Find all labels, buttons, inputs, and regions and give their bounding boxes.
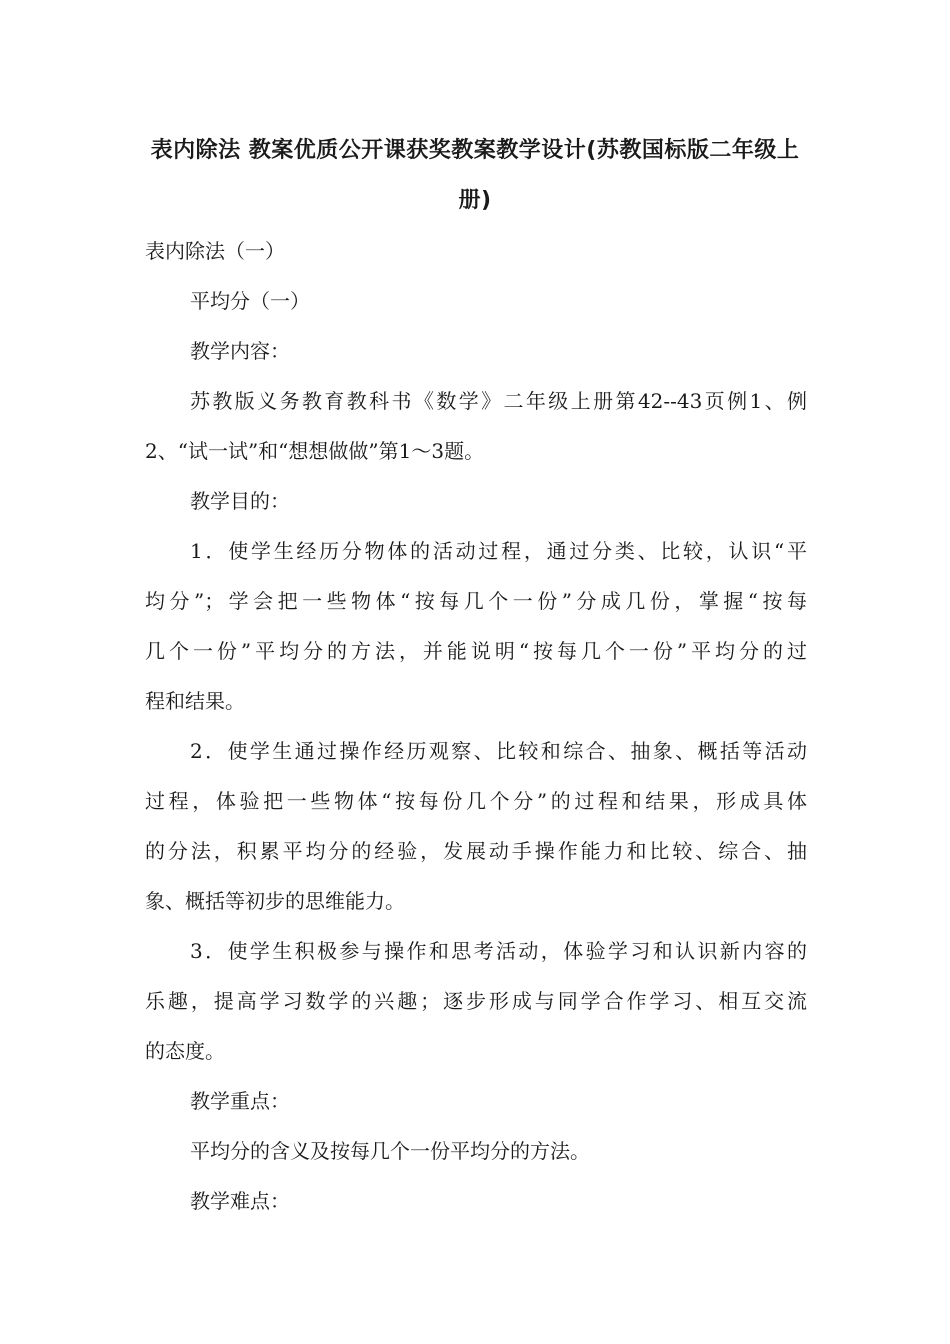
section-heading: 表内除法（一）: [145, 239, 285, 263]
paragraph-line: 均分”；学会把一些物体“按每几个一份”分成几份，掌握“按每: [145, 589, 807, 613]
paragraph-line: 2．使学生通过操作经历观察、比较和综合、抽象、概括等活动: [190, 739, 807, 763]
paragraph-line: 的分法，积累平均分的经验，发展动手操作能力和比较、综合、抽: [145, 839, 807, 863]
teaching-content-heading: 教学内容：: [190, 339, 290, 363]
paragraph-line: 2、“试一试”和“想想做做”第1～3题。: [145, 439, 485, 463]
teaching-difficulty-heading: 教学难点：: [190, 1189, 290, 1213]
paragraph-line: 3．使学生积极参与操作和思考活动，体验学习和认识新内容的: [190, 939, 807, 963]
paragraph-line: 程和结果。: [145, 689, 245, 713]
paragraph-line: 苏教版义务教育教科书《数学》二年级上册第42--43页例1、例: [190, 389, 807, 413]
paragraph-line: 过程，体验把一些物体“按每份几个分”的过程和结果，形成具体: [145, 789, 807, 813]
paragraph-line: 的态度。: [145, 1039, 225, 1063]
lesson-subheading: 平均分（一）: [190, 289, 310, 313]
paragraph-line: 象、概括等初步的思维能力。: [145, 889, 405, 913]
document-title-line-1: 表内除法 教案优质公开课获奖教案教学设计(苏教国标版二年级上: [150, 138, 800, 163]
teaching-goals-heading: 教学目的：: [190, 489, 290, 513]
document-title-line-2: 册): [458, 188, 492, 213]
teaching-focus-heading: 教学重点：: [190, 1089, 290, 1113]
paragraph-line: 乐趣，提高学习数学的兴趣；逐步形成与同学合作学习、相互交流: [145, 989, 807, 1013]
paragraph-line: 1．使学生经历分物体的活动过程，通过分类、比较，认识“平: [190, 539, 807, 563]
paragraph-line: 几个一份”平均分的方法，并能说明“按每几个一份”平均分的过: [145, 639, 807, 663]
paragraph-line: 平均分的含义及按每几个一份平均分的方法。: [190, 1139, 590, 1163]
